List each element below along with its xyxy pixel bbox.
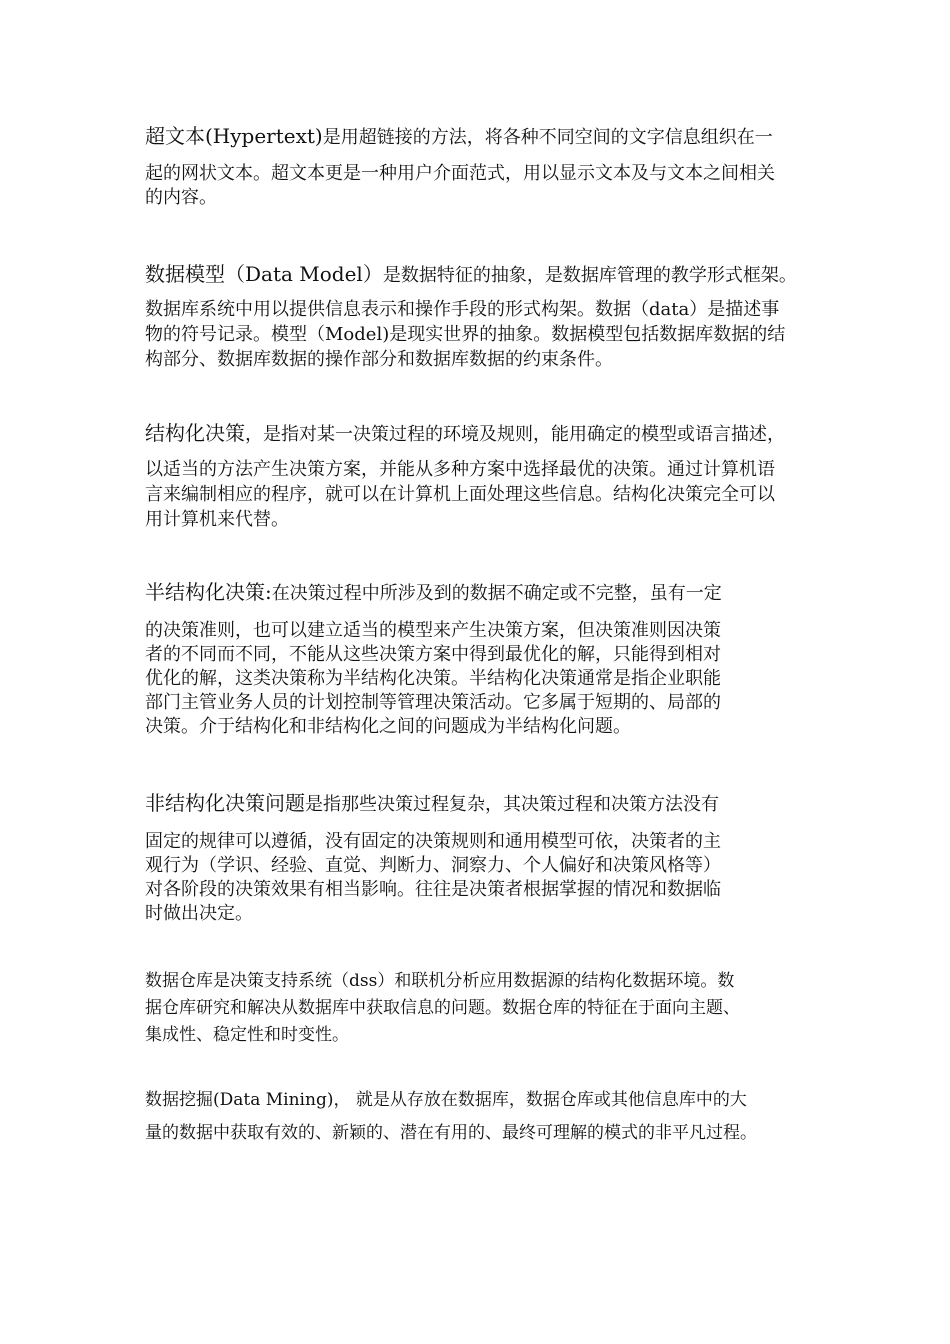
term-label: 非结构化决策问题 [145,791,305,815]
body-line: 固定的规律可以遵循，没有固定的决策规则和通用模型可依，决策者的主 [145,831,721,852]
body-line: 集成性、稳定性和时变性。 [145,1025,349,1045]
body-line: 观行为（学识、经验、直觉、判断力、洞察力、个人偏好和决策风格等） [145,855,721,876]
paragraph-first-line [145,264,810,285]
paragraph-hypertext [145,126,810,207]
paragraph-first-line [145,126,810,147]
paragraph-semi-structured-decision [145,582,810,736]
body-line: 时做出决定。 [145,903,253,924]
body-line: 构部分、数据库数据的操作部分和数据库数据的约束条件。 [145,349,613,370]
paragraph-data-warehouse [145,973,810,1044]
body-line: 的决策准则，也可以建立适当的模型来产生决策方案，但决策准则因决策 [145,620,721,641]
body-line: 物的符号记录。模型（Model)是现实世界的抽象。数据模型包括数据库数据的结 [145,324,786,345]
definition-text: ，是指对某一决策过程的环境及规则，能用确定的模型或语言描述， [245,424,785,445]
paragraph-unstructured-decision [145,793,810,923]
paragraph-data-mining [145,1092,810,1142]
body-line: 的内容。 [145,187,217,208]
paragraph-first-line [145,423,810,444]
definition-text: 在决策过程中所涉及到的数据不确定或不完整，虽有一定 [271,583,722,604]
body-line: 以适当的方法产生决策方案，并能从多种方案中选择最优的决策。通过计算机语 [145,459,775,480]
term-label: 数据模型（Data Model） [145,262,383,286]
term-label: 超文本(Hypertext) [145,124,323,148]
body-line: 优化的解，这类决策称为半结构化决策。半结构化决策通常是指企业职能 [145,668,721,689]
paragraph-first-line: 数据挖掘(Data Mining)， 就是从存放在数据库，数据仓库或其他信息库中的大 [145,1090,747,1110]
body-line: 部门主管业务人员的计划控制等管理决策活动。它多属于短期的、局部的 [145,692,721,713]
paragraph-first-line [145,793,810,814]
body-line: 言来编制相应的程序，就可以在计算机上面处理这些信息。结构化决策完全可以 [145,484,775,505]
paragraph-data-model [145,264,810,369]
term-label: 半结构化决策: [145,580,272,604]
body-line: 用计算机来代替。 [145,509,289,530]
definition-text: 是指那些决策过程复杂，其决策过程和决策方法没有 [305,794,719,815]
body-line: 对各阶段的决策效果有相当影响。往往是决策者根据掌握的情况和数据临 [145,879,721,900]
paragraph-structured-decision [145,423,810,529]
body-line: 者的不同而不同，不能从这些决策方案中得到最优化的解，只能得到相对 [145,644,721,665]
term-label: 结构化决策 [145,421,245,445]
body-line: 起的网状文本。超文本更是一种用户介面范式，用以显示文本及与文本之间相关 [145,163,775,184]
body-line: 决策。介于结构化和非结构化之间的问题成为半结构化问题。 [145,716,631,737]
definition-text: 是数据特征的抽象，是数据库管理的教学形式框架。 [382,265,797,286]
paragraph-first-line: 数据仓库是决策支持系统（dss）和联机分析应用数据源的结构化数据环境。数 [145,971,735,991]
body-line: 量的数据中获取有效的、新颖的、潜在有用的、最终可理解的模式的非平凡过程。 [145,1123,757,1143]
body-line: 据仓库研究和解决从数据库中获取信息的问题。数据仓库的特征在于面向主题、 [145,998,740,1018]
body-line: 数据库系统中用以提供信息表示和操作手段的形式构架。数据（data）是描述事 [145,299,780,320]
definition-text: 是用超链接的方法，将各种不同空间的文字信息组织在一 [322,127,773,148]
paragraph-first-line [145,582,810,603]
